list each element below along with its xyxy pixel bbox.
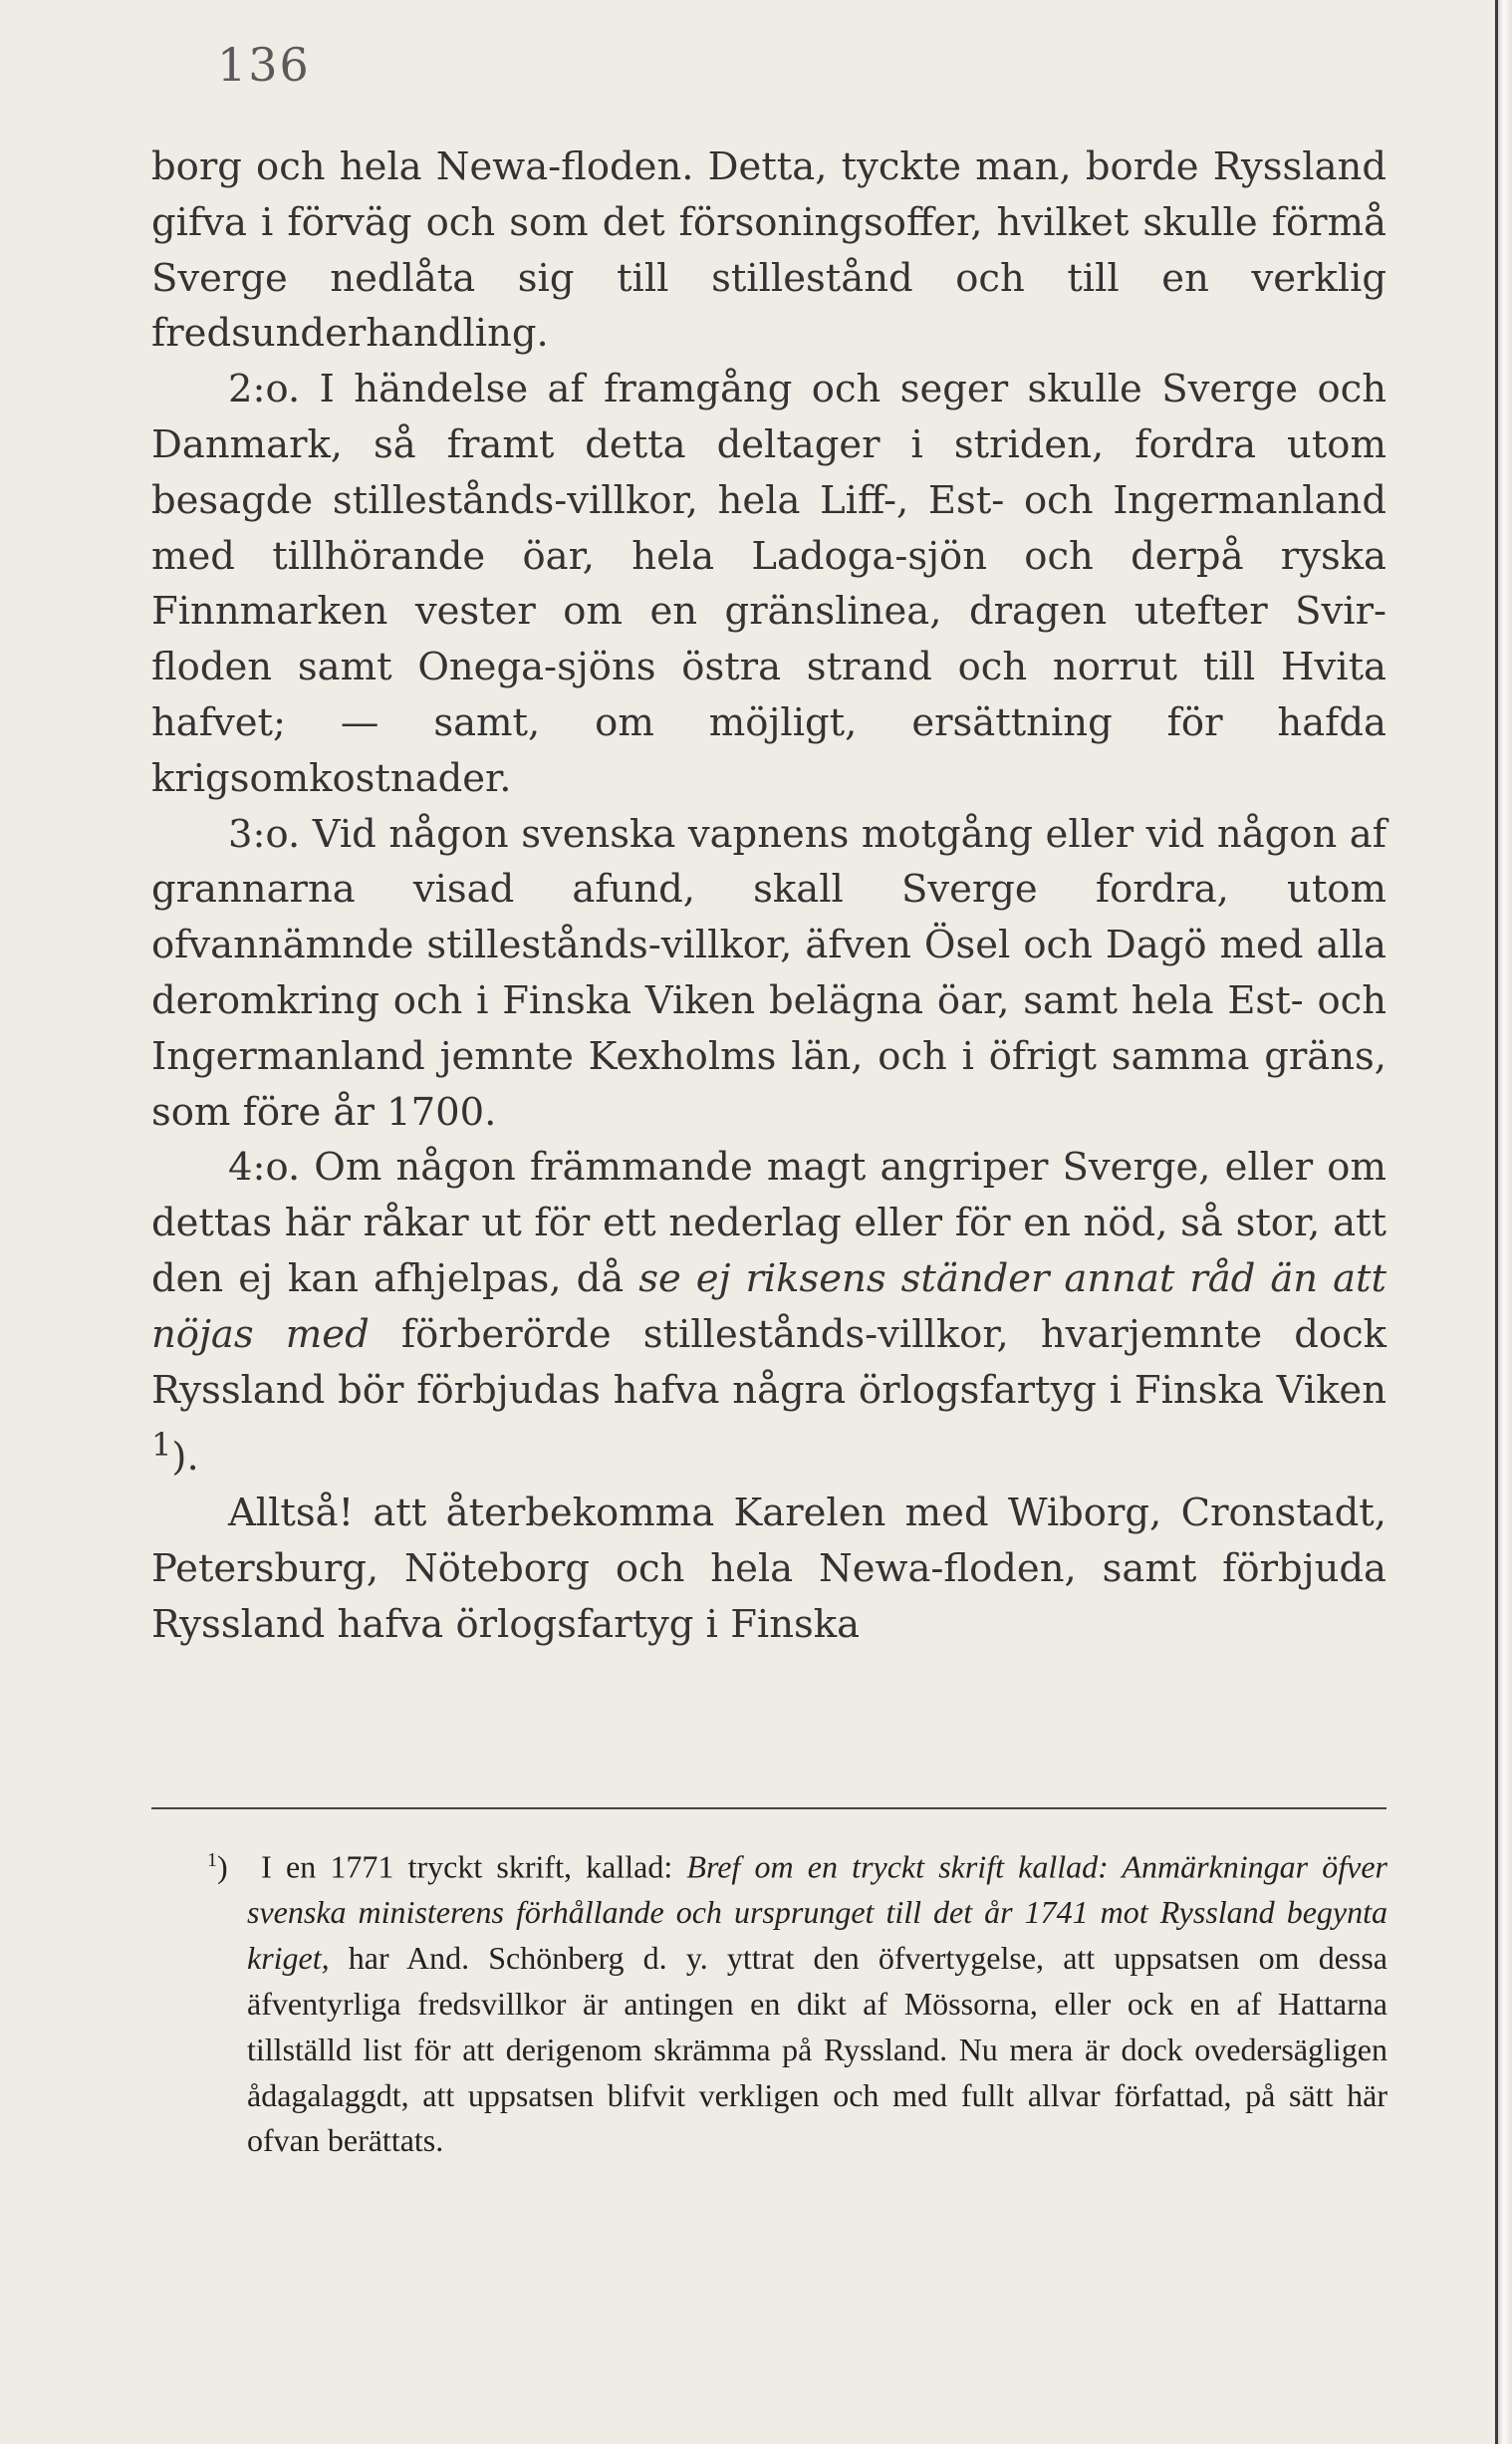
footnote-title: Bref om en tryckt skrift kallad: Anmärkningar öfver svenska ministerens förhållande och ursprunget till det år 1741 mot Ryssland begynta kriget, xyxy=(247,1848,1388,1977)
paragraph-1: borg och hela Newa-floden. Detta, tyckte man, borde Ryssland gifva i förväg och som det försoningsoffer, hvilket skulle förmå Sverge nedlåta sig till stillestånd och till en verklig fredsunderhandling. xyxy=(151,144,1386,357)
paragraph-3: 3:o. Vid någon svenska vapnens motgång eller vid någon af grannarna visad afund, skall Sverge fordra, utom ofvannämnde stillestånds-villkor, äfven Ösel och Dagö med alla deromkring och i Finska Viken belägna öar, samt hela Est- och Ingermanland jemnte Kexholms län, och i öfrigt samma gräns, som före år 1700. xyxy=(151,811,1386,1135)
footnote-part-2: har And. Schönberg d. y. yttrat den öfvertygelse, att uppsatsen om dessa äfventyrliga fredsvillkor är antingen en dikt af Mössorna, eller ock en af Hattarna tillställd list för att derigenom skrämma på Ryssland. Nu mera är dock ovedersägligen ådagalaggdt, att uppsatsen blifvit verkligen och med fullt allvar författad, på sätt här ofvan berättats. xyxy=(247,1940,1387,2159)
main-text xyxy=(151,139,1386,1652)
footnote-mark-number: 1 xyxy=(207,1849,217,1871)
footnote-reference: 1 xyxy=(151,1426,172,1465)
page-number: 136 xyxy=(217,38,311,92)
footnote xyxy=(207,1838,1388,2164)
footnote-mark-paren: ) xyxy=(217,1848,228,1885)
paragraph-4-start: 4:o. Om någon främmande magt angriper Sverge, eller om dettas här råkar ut för ett nederlag eller för en nöd, så stor, att den ej kan afhjelpas, då xyxy=(151,1145,1386,1301)
footnote-mark xyxy=(207,1838,247,1890)
paragraph-5: Alltså! att återbekomma Karelen med Wiborg, Cronstadt, Petersburg, Nöteborg och hela Newa-floden, samt förbjuda Ryssland hafva örlogsfartyg i Finska xyxy=(151,1490,1386,1647)
page-edge xyxy=(1495,0,1512,2444)
paragraph-4-close: ). xyxy=(171,1435,199,1481)
paragraph-4-end: förberörde stillestånds-villkor, hvarjemnte dock Ryssland bör förbjudas hafva några örlogsfartyg i Finska Viken xyxy=(151,1311,1386,1413)
footnote-part-1: I en 1771 tryckt skrift, kallad: xyxy=(247,1848,687,1885)
paragraph-2: 2:o. I händelse af framgång och seger skulle Sverge och Danmark, så framt detta deltager i striden, fordra utom besagde stillestånds-villkor, hela Liff-, Est- och Ingermanland med tillhörande öar, hela Ladoga-sjön och derpå ryska Finnmarken vester om en gränslinea, dragen utefter Svir-floden samt Onega-sjöns östra strand och norrut till Hvita hafvet; — samt, om möjligt, ersättning för hafda krigsomkostnader. xyxy=(151,367,1386,801)
footnote-divider xyxy=(151,1807,1386,1809)
paragraph-4 xyxy=(151,1140,1386,1486)
paragraph-4-italic: se ej riksens ständer annat råd än att nöjas med xyxy=(151,1255,1386,1357)
